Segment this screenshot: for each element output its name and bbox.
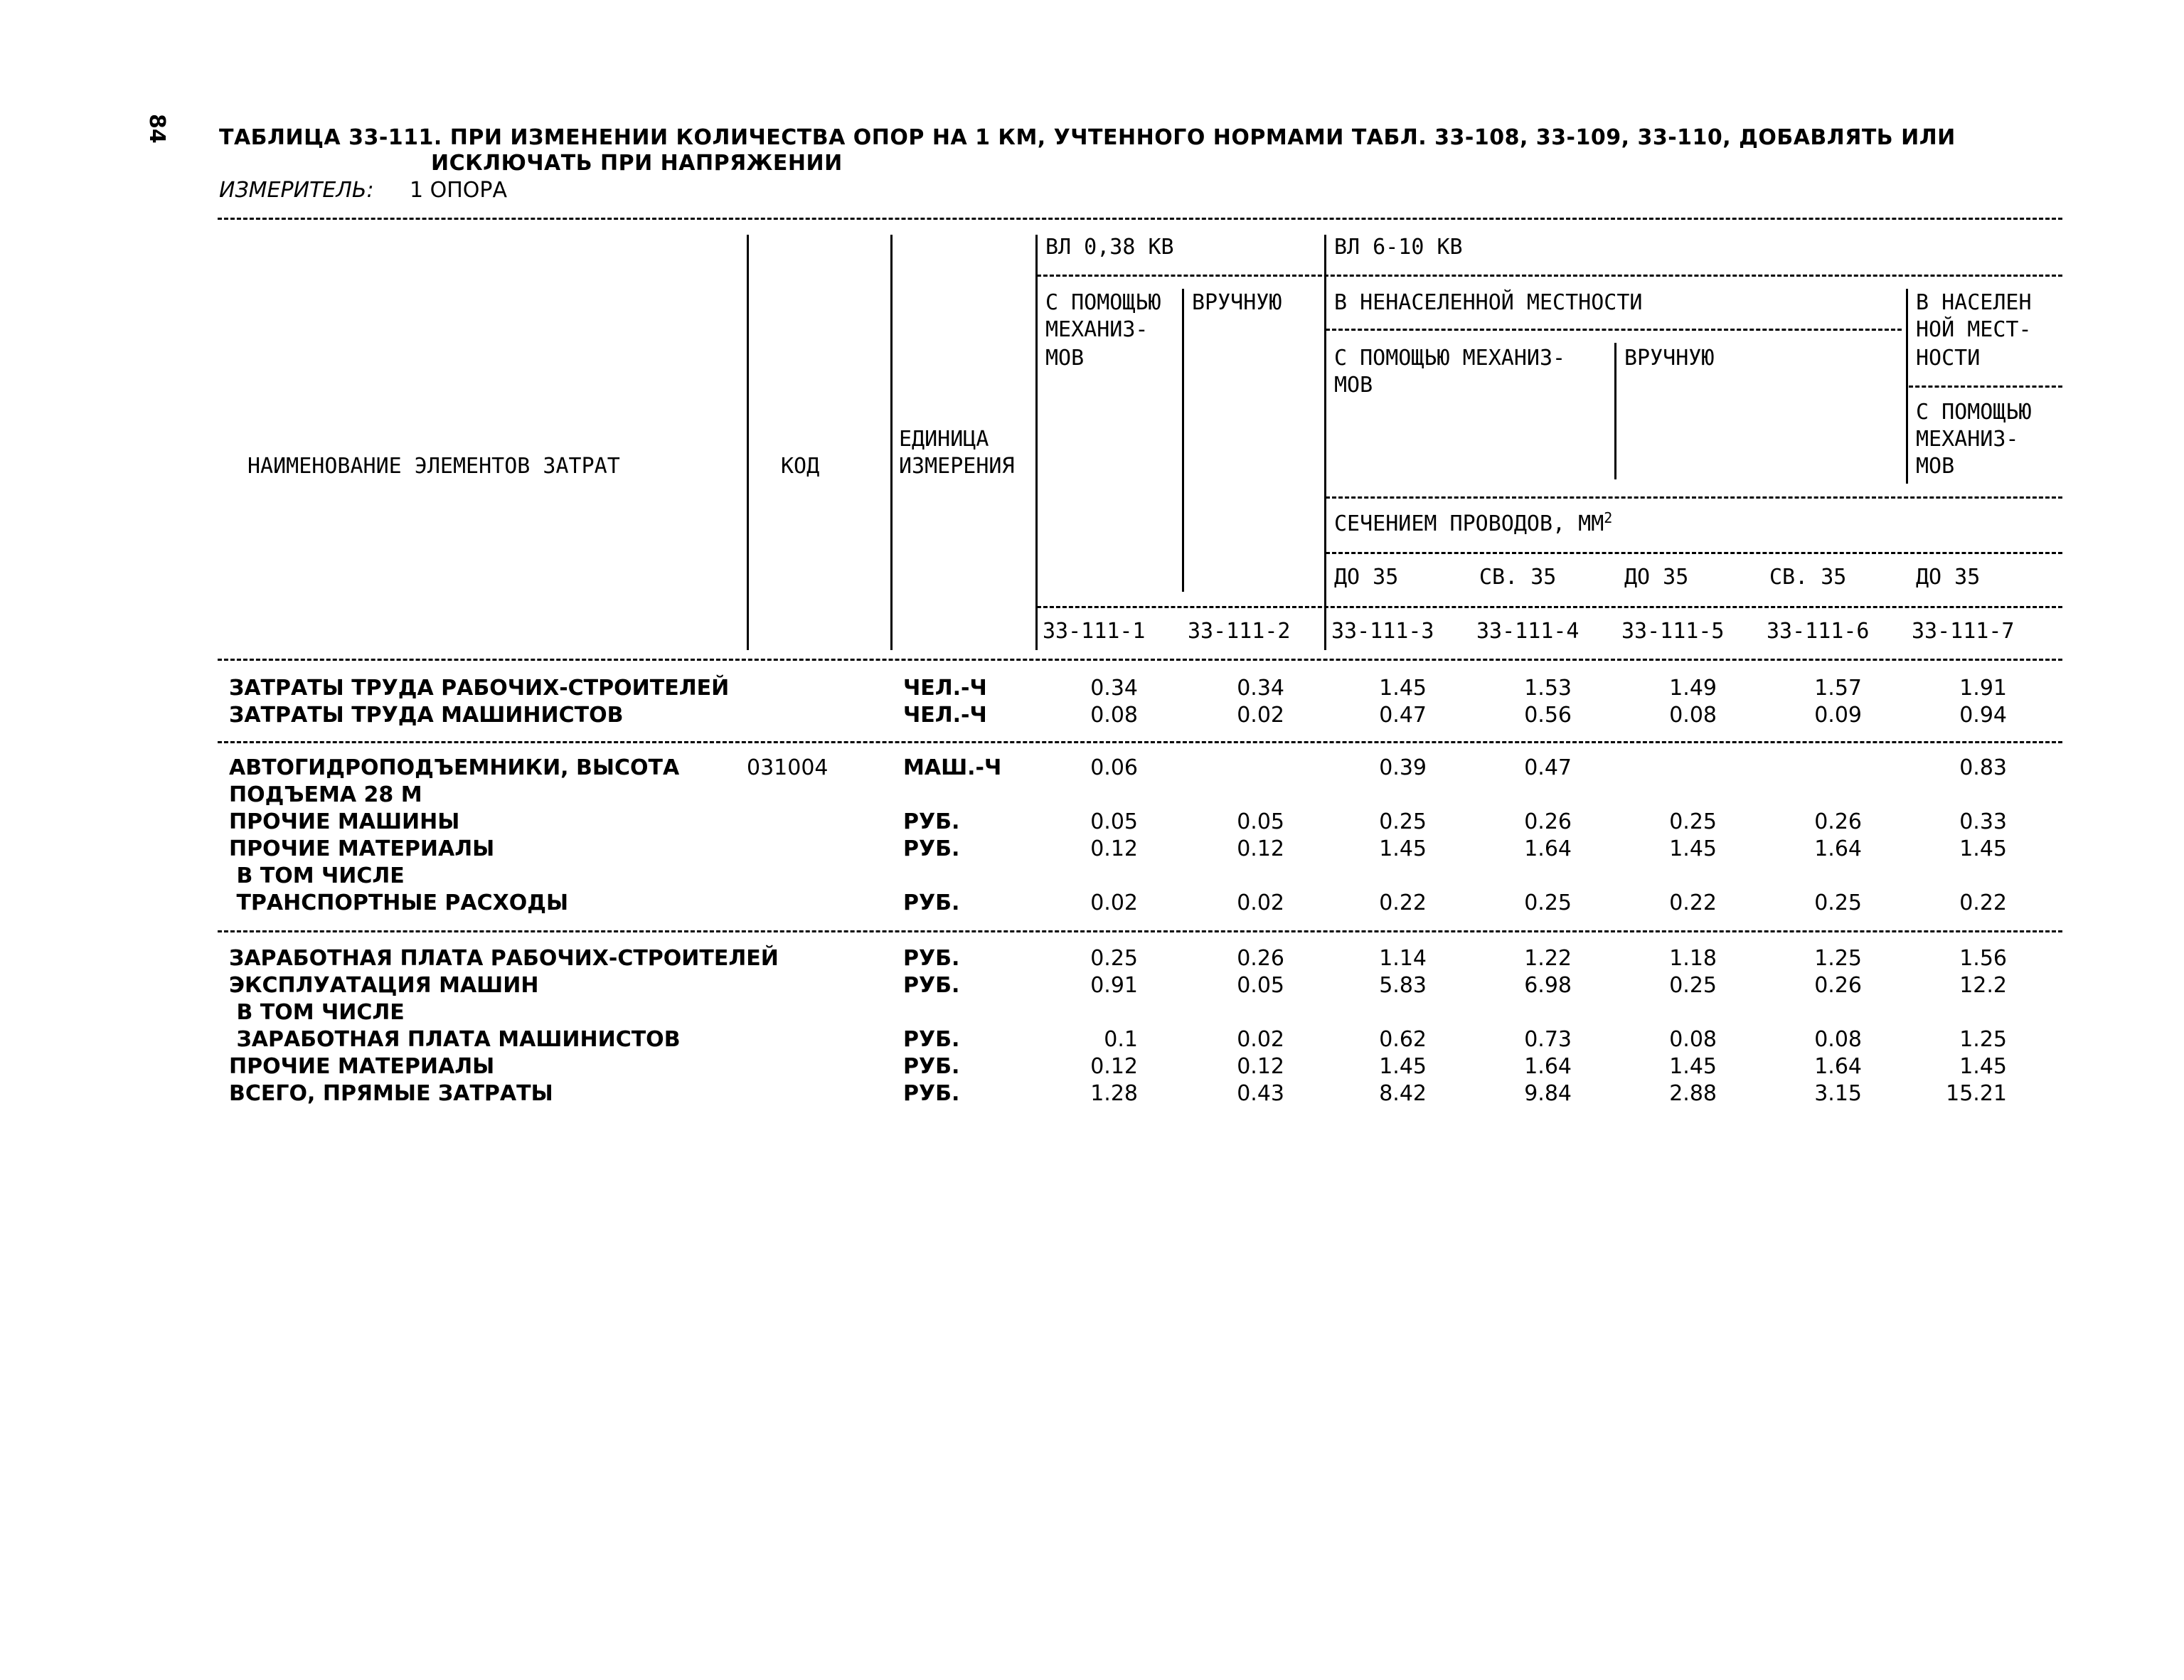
rule-h4 — [1326, 552, 2062, 554]
vbar-mech2-manual2 — [1614, 343, 1616, 479]
row-value: 0.12 — [1090, 1054, 1138, 1079]
row-value: 0.25 — [1524, 890, 1572, 915]
row-value: 0.47 — [1379, 703, 1427, 728]
header-code-6: 33-111-6 — [1767, 619, 1870, 644]
header-code-2: 33-111-2 — [1188, 619, 1291, 644]
table-title-line2: ИСКЛЮЧАТЬ ПРИ НАПРЯЖЕНИИ — [431, 151, 843, 176]
rule-labor-bottom — [218, 741, 2062, 743]
row-name: ТРАНСПОРТНЫЕ РАСХОДЫ — [229, 890, 569, 915]
rule-h2 — [1326, 329, 1902, 331]
row-value: 1.25 — [1814, 946, 1862, 971]
row-value: 0.34 — [1090, 676, 1138, 701]
row-value: 0.06 — [1090, 755, 1138, 780]
row-value: 0.26 — [1814, 973, 1862, 998]
rule-header-bottom — [218, 659, 2062, 661]
row-value: 0.25 — [1669, 973, 1717, 998]
vbar-vl038-vl610 — [1324, 235, 1326, 650]
row-value: 1.45 — [1379, 676, 1427, 701]
header-col-name: НАИМЕНОВАНИЕ ЭЛЕМЕНТОВ ЗАТРАТ — [247, 454, 620, 479]
row-value: 1.57 — [1814, 676, 1862, 701]
row-code: 031004 — [747, 755, 829, 780]
row-value: 0.56 — [1524, 703, 1572, 728]
row-unit: РУБ. — [903, 1027, 960, 1052]
row-name: ПОДЪЕМА 28 М — [229, 782, 422, 807]
row-name: ВСЕГО, ПРЯМЫЕ ЗАТРАТЫ — [229, 1081, 553, 1106]
row-value: 0.83 — [1959, 755, 2007, 780]
row-unit: ЧЕЛ.-Ч — [903, 676, 987, 701]
row-value: 0.26 — [1524, 809, 1572, 834]
row-value: 8.42 — [1379, 1081, 1427, 1106]
vbar-code-unit — [890, 235, 893, 650]
header-mech3-3: МОВ — [1916, 454, 1955, 479]
header-size-2: СВ. 35 — [1479, 565, 1557, 590]
row-value: 0.12 — [1090, 836, 1138, 861]
row-value: 6.98 — [1524, 973, 1572, 998]
row-value: 0.47 — [1524, 755, 1572, 780]
row-value: 1.64 — [1524, 836, 1572, 861]
header-mech2-2: МОВ — [1334, 373, 1373, 398]
row-unit: РУБ. — [903, 973, 960, 998]
row-name: ЗАТРАТЫ ТРУДА РАБОЧИХ-СТРОИТЕЛЕЙ — [229, 676, 730, 701]
header-populated-2: НОЙ МЕСТ- — [1916, 317, 2032, 342]
row-unit: РУБ. — [903, 890, 960, 915]
table-title-line1: ТАБЛИЦА 33-111. ПРИ ИЗМЕНЕНИИ КОЛИЧЕСТВА ОПОР НА 1 КМ, УЧТЕННОГО НОРМАМИ ТАБЛ. 33-108, 33-109, 33-110, ДОБАВЛЯТЬ ИЛИ — [219, 125, 1956, 150]
header-unpopulated: В НЕНАСЕЛЕННОЙ МЕСТНОСТИ — [1334, 290, 1643, 315]
header-mech-2: МЕХАНИЗ- — [1045, 317, 1149, 342]
row-name: В ТОМ ЧИСЛЕ — [229, 1000, 405, 1025]
rule-h3 — [1326, 496, 2062, 499]
page-number: 84 — [144, 114, 169, 144]
row-name: ПРОЧИЕ МАШИНЫ — [229, 809, 460, 834]
header-code-3: 33-111-3 — [1331, 619, 1434, 644]
row-unit: РУБ. — [903, 1081, 960, 1106]
row-unit: ЧЕЛ.-Ч — [903, 703, 987, 728]
row-value: 0.22 — [1959, 890, 2007, 915]
row-name: ЭКСПЛУАТАЦИЯ МАШИН — [229, 973, 539, 998]
header-populated-1: В НАСЕЛЕН — [1916, 290, 2032, 315]
row-value: 0.02 — [1237, 1027, 1284, 1052]
rule-h2b — [1909, 386, 2062, 388]
row-value: 12.2 — [1959, 973, 2007, 998]
row-value: 1.45 — [1379, 1054, 1427, 1079]
rule-materials-bottom — [218, 930, 2062, 932]
header-mech-3: МОВ — [1045, 346, 1085, 371]
row-value: 0.02 — [1237, 703, 1284, 728]
meter-label: ИЗМЕРИТЕЛЬ: — [219, 178, 374, 203]
header-mech3-1: С ПОМОЩЬЮ — [1916, 400, 2032, 425]
header-populated-3: НОСТИ — [1916, 346, 1981, 371]
row-value: 0.25 — [1814, 890, 1862, 915]
header-vl610: ВЛ 6-10 КВ — [1334, 235, 1463, 260]
row-value: 0.05 — [1090, 809, 1138, 834]
row-value: 9.84 — [1524, 1081, 1572, 1106]
row-value: 0.08 — [1669, 703, 1717, 728]
row-value: 2.88 — [1669, 1081, 1717, 1106]
row-name: В ТОМ ЧИСЛЕ — [229, 863, 405, 888]
row-value: 0.22 — [1379, 890, 1427, 915]
row-value: 0.62 — [1379, 1027, 1427, 1052]
row-value: 0.12 — [1237, 1054, 1284, 1079]
row-value: 0.26 — [1814, 809, 1862, 834]
row-value: 0.08 — [1669, 1027, 1717, 1052]
row-name: ПРОЧИЕ МАТЕРИАЛЫ — [229, 1054, 495, 1079]
row-unit: РУБ. — [903, 809, 960, 834]
row-value: 0.1 — [1104, 1027, 1138, 1052]
header-code-1: 33-111-1 — [1043, 619, 1146, 644]
rule-top — [218, 218, 2062, 220]
row-value: 0.12 — [1237, 836, 1284, 861]
meter-value: 1 ОПОРА — [410, 178, 508, 203]
header-col-unit-1: ЕДИНИЦА — [899, 427, 989, 452]
row-value: 0.25 — [1379, 809, 1427, 834]
row-value: 1.45 — [1959, 1054, 2007, 1079]
header-code-7: 33-111-7 — [1912, 619, 2015, 644]
row-name: ЗАРАБОТНАЯ ПЛАТА РАБОЧИХ-СТРОИТЕЛЕЙ — [229, 946, 779, 971]
row-value: 0.73 — [1524, 1027, 1572, 1052]
row-value: 0.08 — [1814, 1027, 1862, 1052]
row-value: 1.53 — [1524, 676, 1572, 701]
vbar-unit-vl038 — [1035, 235, 1038, 650]
row-value: 1.45 — [1669, 1054, 1717, 1079]
header-col-unit-2: ИЗМЕРЕНИЯ — [899, 454, 1015, 479]
row-value: 1.18 — [1669, 946, 1717, 971]
row-unit: РУБ. — [903, 946, 960, 971]
vbar-name-code — [747, 235, 749, 650]
rule-h5 — [1037, 606, 2062, 608]
header-size-4: СВ. 35 — [1769, 565, 1847, 590]
row-value: 0.09 — [1814, 703, 1862, 728]
row-value: 0.02 — [1090, 890, 1138, 915]
header-manual2: ВРУЧНУЮ — [1624, 346, 1715, 371]
row-value: 0.22 — [1669, 890, 1717, 915]
row-value: 1.49 — [1669, 676, 1717, 701]
header-size-1: ДО 35 — [1334, 565, 1399, 590]
header-manual: ВРУЧНУЮ — [1192, 290, 1282, 315]
row-value: 1.45 — [1379, 836, 1427, 861]
row-value: 0.02 — [1237, 890, 1284, 915]
row-value: 5.83 — [1379, 973, 1427, 998]
row-value: 0.91 — [1090, 973, 1138, 998]
row-value: 1.45 — [1959, 836, 2007, 861]
row-value: 0.25 — [1090, 946, 1138, 971]
header-vl038: ВЛ 0,38 КВ — [1045, 235, 1174, 260]
row-value: 0.08 — [1090, 703, 1138, 728]
row-value: 15.21 — [1946, 1081, 2007, 1106]
row-name: ЗАТРАТЫ ТРУДА МАШИНИСТОВ — [229, 703, 624, 728]
row-value: 0.39 — [1379, 755, 1427, 780]
row-value: 0.26 — [1237, 946, 1284, 971]
row-value: 0.05 — [1237, 809, 1284, 834]
row-value: 1.25 — [1959, 1027, 2007, 1052]
header-size-3: ДО 35 — [1624, 565, 1689, 590]
row-value: 1.64 — [1814, 836, 1862, 861]
vbar-unpop-pop — [1906, 289, 1908, 484]
row-value: 1.64 — [1814, 1054, 1862, 1079]
rule-h1 — [1037, 275, 2062, 277]
row-unit: РУБ. — [903, 1054, 960, 1079]
row-value: 1.14 — [1379, 946, 1427, 971]
header-size-5: ДО 35 — [1916, 565, 1981, 590]
vbar-mech-manual — [1182, 289, 1184, 592]
header-mech-1: С ПОМОЩЬЮ — [1045, 290, 1161, 315]
row-value: 0.25 — [1669, 809, 1717, 834]
header-mech2-1: С ПОМОЩЬЮ МЕХАНИЗ- — [1334, 346, 1566, 371]
header-code-5: 33-111-5 — [1621, 619, 1725, 644]
row-value: 0.05 — [1237, 973, 1284, 998]
header-col-code: КОД — [781, 454, 820, 479]
row-value: 1.64 — [1524, 1054, 1572, 1079]
row-unit: МАШ.-Ч — [903, 755, 1002, 780]
header-section: СЕЧЕНИЕМ ПРОВОДОВ, $ММ^2$ — [1334, 509, 1613, 536]
row-value: 1.22 — [1524, 946, 1572, 971]
row-value: 1.91 — [1959, 676, 2007, 701]
row-unit: РУБ. — [903, 836, 960, 861]
row-value: 1.28 — [1090, 1081, 1138, 1106]
row-value: 1.56 — [1959, 946, 2007, 971]
row-value: 3.15 — [1814, 1081, 1862, 1106]
row-name: ЗАРАБОТНАЯ ПЛАТА МАШИНИСТОВ — [229, 1027, 681, 1052]
row-name: ПРОЧИЕ МАТЕРИАЛЫ — [229, 836, 495, 861]
row-value: 1.45 — [1669, 836, 1717, 861]
header-mech3-2: МЕХАНИЗ- — [1916, 427, 2019, 452]
row-value: 0.34 — [1237, 676, 1284, 701]
header-code-4: 33-111-4 — [1476, 619, 1580, 644]
row-name: АВТОГИДРОПОДЪЕМНИКИ, ВЫСОТА — [229, 755, 680, 780]
row-value: 0.33 — [1959, 809, 2007, 834]
row-value: 0.94 — [1959, 703, 2007, 728]
row-value: 0.43 — [1237, 1081, 1284, 1106]
